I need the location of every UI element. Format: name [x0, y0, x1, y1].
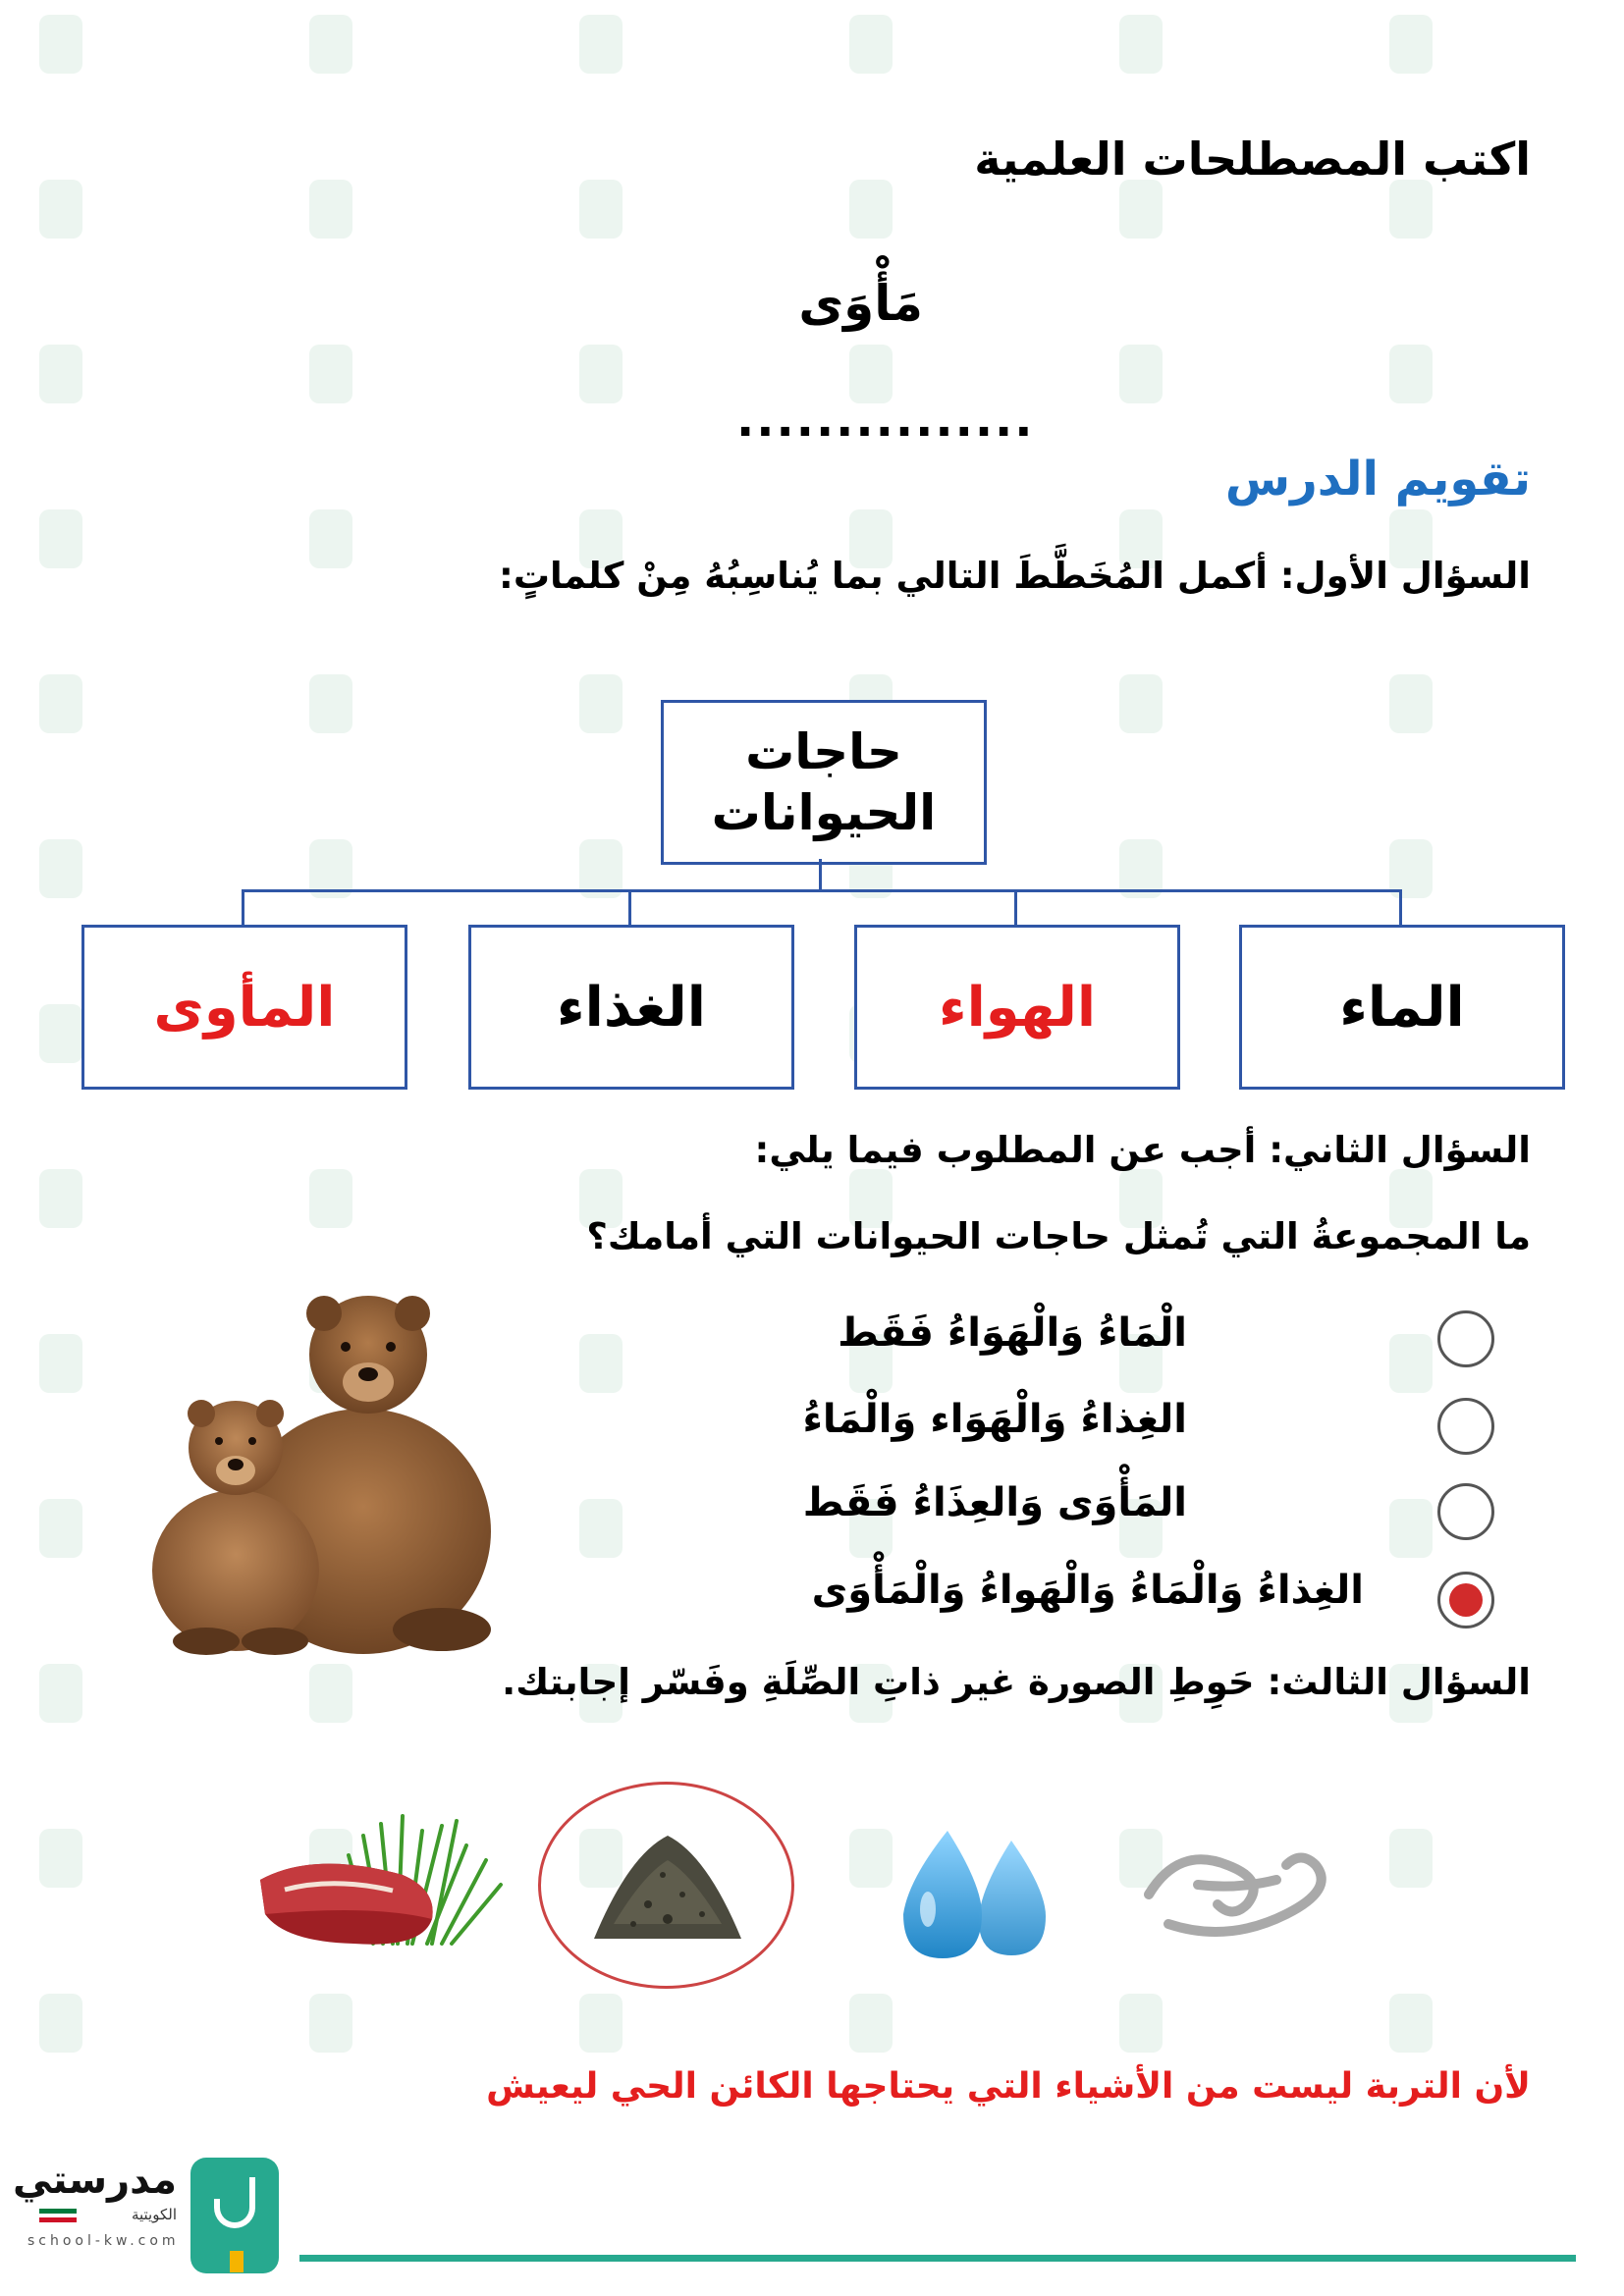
term-word: مَأْوَى [798, 275, 923, 332]
watermark-logo-icon [39, 1829, 82, 1888]
section-heading: اكتب المصطلحات العلمية [974, 133, 1531, 186]
watermark-logo-icon [1119, 15, 1163, 74]
diagram-connector-drop [1399, 889, 1402, 925]
watermark-logo-icon [579, 674, 623, 733]
kuwait-flag-icon [39, 2209, 77, 2222]
watermark-logo-icon [579, 180, 623, 239]
watermark-logo-icon [1119, 180, 1163, 239]
question-3: السؤال الثالث: حَوِطِ الصورة غير ذاتِ الصِّلَةِ وفَسّر إجابتك. [502, 1661, 1531, 1703]
watermark-tile [1389, 15, 1537, 123]
watermark-tile [39, 1829, 187, 1937]
watermark-logo-icon [1389, 180, 1433, 239]
watermark-tile [1389, 674, 1537, 782]
option-2-label: الغِذاءُ وَالْهَوَاء وَالْمَاءُ [802, 1397, 1187, 1442]
watermark-logo-icon [309, 1994, 352, 2053]
watermark-logo-icon [849, 1994, 893, 2053]
watermark-logo-icon [309, 15, 352, 74]
air-wind-image [1139, 1836, 1345, 1953]
watermark-tile [39, 15, 187, 123]
watermark-logo-icon [39, 180, 82, 239]
watermark-logo-icon [1119, 1994, 1163, 2053]
watermark-tile [579, 345, 727, 453]
diagram-label-shelter: المأوى [153, 975, 336, 1040]
watermark-tile [849, 15, 997, 123]
watermark-logo-icon [39, 839, 82, 898]
watermark-logo-icon [849, 1829, 893, 1888]
diagram-box-water [1239, 925, 1565, 1090]
watermark-logo-icon [39, 1004, 82, 1063]
question-2-prompt: ما المجموعةُ التي تُمثل حاجات الحيوانات التي أمامك؟ [586, 1215, 1531, 1257]
watermark-logo-icon [1389, 1829, 1433, 1888]
option-1-radio[interactable] [1437, 1310, 1494, 1367]
watermark-logo-icon [39, 1499, 82, 1558]
diagram-connector-vertical [819, 859, 822, 890]
watermark-tile [309, 180, 457, 288]
diagram-connector-drop [1014, 889, 1017, 925]
watermark-logo-icon [579, 1994, 623, 2053]
option-4-label: الغِذاءُ وَالْمَاءُ وَالْهَواءُ وَالْمَأْوَى [811, 1568, 1364, 1613]
diagram-connector-drop [242, 889, 244, 925]
watermark-logo-icon [309, 180, 352, 239]
watermark-logo-icon [579, 15, 623, 74]
watermark-tile [1119, 15, 1267, 123]
watermark-logo-icon [1119, 345, 1163, 403]
watermark-logo-icon [1389, 1499, 1433, 1558]
question-2: السؤال الثاني: أجب عن المطلوب فيما يلي: [754, 1129, 1531, 1171]
diagram-connector-horizontal [242, 889, 1400, 892]
watermark-tile [1119, 345, 1267, 453]
watermark-logo-icon [39, 674, 82, 733]
diagram-connector-drop [628, 889, 631, 925]
watermark-logo-icon [1119, 674, 1163, 733]
footer-divider [299, 2255, 1576, 2262]
option-2-radio[interactable] [1437, 1398, 1494, 1455]
watermark-logo-icon [579, 345, 623, 403]
watermark-tile [39, 345, 187, 453]
watermark-tile [309, 15, 457, 123]
watermark-tile [579, 15, 727, 123]
option-3-label: المَأْوَى وَالعِذَاءُ فَقَط [802, 1480, 1187, 1525]
diagram-label-air: الهواء [938, 975, 1097, 1040]
diagram-root-label: حاجات الحيوانات [711, 723, 937, 841]
watermark-logo-icon [39, 345, 82, 403]
watermark-tile [309, 345, 457, 453]
watermark-logo-icon [1389, 15, 1433, 74]
watermark-logo-icon [309, 674, 352, 733]
watermark-tile [1389, 180, 1537, 288]
diagram-root-box [661, 700, 987, 865]
watermark-logo-icon [579, 1334, 623, 1393]
soil-image [589, 1816, 746, 1944]
diagram-label-water: الماء [1339, 975, 1465, 1040]
watermark-tile [1119, 674, 1267, 782]
lesson-eval-title: تقويم الدرس [1224, 452, 1531, 507]
food-image [255, 1806, 520, 1953]
watermark-logo-icon [1389, 345, 1433, 403]
option-1-label: الْمَاءُ وَالْهَوَاءُ فَقَط [838, 1310, 1187, 1356]
footer-brand-sub: الكويتية [131, 2206, 177, 2223]
watermark-logo-icon [39, 1334, 82, 1393]
watermark-tile [1119, 180, 1267, 288]
q3-answer-text: لأن التربة ليست من الأشياء التي يحتاجها الكائن الحي ليعيش [486, 2066, 1531, 2107]
watermark-logo-icon [39, 15, 82, 74]
option-3-radio[interactable] [1437, 1483, 1494, 1540]
watermark-tile [39, 674, 187, 782]
watermark-tile [39, 180, 187, 288]
footer-brand: مدرستي [12, 2158, 177, 2203]
option-4-radio[interactable] [1437, 1572, 1494, 1629]
watermark-tile [579, 180, 727, 288]
watermark-logo-icon [579, 1499, 623, 1558]
water-drops-image [889, 1826, 1065, 1963]
watermark-tile [849, 180, 997, 288]
footer-url: school-kw.com [27, 2233, 180, 2249]
watermark-logo-icon [1389, 674, 1433, 733]
watermark-logo-icon [849, 15, 893, 74]
watermark-logo-icon [39, 1169, 82, 1228]
madrasati-logo-icon [190, 2158, 279, 2273]
watermark-tile [1389, 345, 1537, 453]
term-blank: ............... [736, 393, 1035, 448]
bears-image [128, 1276, 520, 1659]
watermark-logo-icon [309, 345, 352, 403]
diagram-box-food [468, 925, 794, 1090]
watermark-logo-icon [39, 1994, 82, 2053]
watermark-logo-icon [1389, 1334, 1433, 1393]
diagram-label-food: الغذاء [557, 975, 707, 1040]
question-1: السؤال الأول: أكمل المُخَطَّطَ التالي بما يُناسِبُهُ مِنْ كلماتٍ: [499, 555, 1531, 597]
diagram-box-air [854, 925, 1180, 1090]
watermark-logo-icon [1389, 1994, 1433, 2053]
watermark-tile [309, 674, 457, 782]
diagram-box-shelter [81, 925, 407, 1090]
watermark-logo-icon [849, 180, 893, 239]
watermark-tile [1389, 1829, 1537, 1937]
